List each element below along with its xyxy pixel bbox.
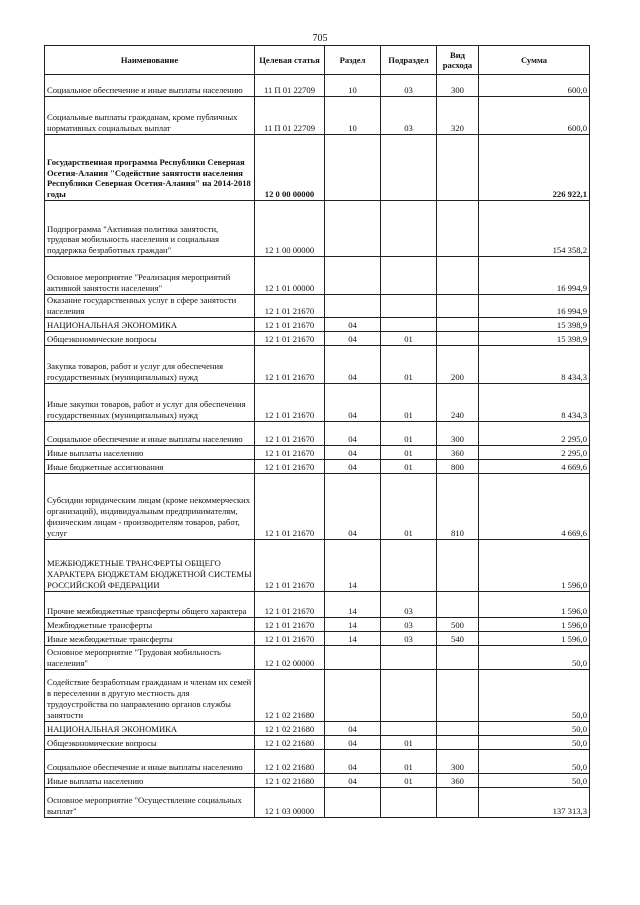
- cell-name: Закупка товаров, работ и услуг для обеспечения государственных (муниципальных) нужд: [45, 345, 255, 383]
- cell-subsection: [381, 787, 437, 817]
- table-row: [45, 459, 590, 473]
- cell-target-article: 12 1 02 21680: [255, 773, 325, 787]
- cell-sum: 600,0: [479, 97, 590, 135]
- cell-name: НАЦИОНАЛЬНАЯ ЭКОНОМИКА: [45, 317, 255, 331]
- cell-subsection: 03: [381, 97, 437, 135]
- cell-target-article: 12 1 02 21680: [255, 735, 325, 749]
- cell-sum: 50,0: [479, 669, 590, 721]
- table-row: [45, 787, 590, 817]
- cell-name: Социальное обеспечение и иные выплаты населению: [45, 749, 255, 773]
- cell-name: Основное мероприятие "Реализация мероприятий активной занятости населения": [45, 257, 255, 295]
- cell-sum: 50,0: [479, 749, 590, 773]
- cell-sum: 15 398,9: [479, 331, 590, 345]
- cell-subsection: [381, 317, 437, 331]
- cell-subsection: [381, 539, 437, 591]
- cell-subsection: [381, 135, 437, 201]
- cell-sum: 50,0: [479, 773, 590, 787]
- cell-sum: 4 669,6: [479, 459, 590, 473]
- header-row: [45, 46, 590, 75]
- cell-expense-type: [437, 539, 479, 591]
- cell-section: [325, 787, 381, 817]
- cell-subsection: 01: [381, 749, 437, 773]
- cell-section: 04: [325, 445, 381, 459]
- cell-target-article: 12 1 01 21670: [255, 539, 325, 591]
- table-row: [45, 631, 590, 645]
- cell-subsection: [381, 201, 437, 257]
- table-row: [45, 445, 590, 459]
- cell-section: 04: [325, 749, 381, 773]
- cell-expense-type: 800: [437, 459, 479, 473]
- table-row: [45, 735, 590, 749]
- cell-target-article: 12 1 02 00000: [255, 645, 325, 669]
- cell-subsection: 01: [381, 473, 437, 539]
- cell-name: Социальное обеспечение и иные выплаты населению: [45, 421, 255, 445]
- cell-section: 10: [325, 97, 381, 135]
- cell-name: Иные закупки товаров, работ и услуг для обеспечения государственных (муниципальных) нужд: [45, 383, 255, 421]
- cell-section: 04: [325, 459, 381, 473]
- cell-section: [325, 645, 381, 669]
- cell-target-article: 12 1 00 00000: [255, 201, 325, 257]
- cell-sum: 2 295,0: [479, 421, 590, 445]
- cell-expense-type: [437, 721, 479, 735]
- cell-name: Содействие безработным гражданам и членам их семей в переселении в другую местность для трудоустройства по направлению органов службы занятости: [45, 669, 255, 721]
- cell-target-article: 12 1 01 21670: [255, 591, 325, 617]
- table-row: [45, 473, 590, 539]
- table-row: [45, 773, 590, 787]
- cell-name: Государственная программа Республики Северная Осетия-Алания "Содействие занятости населения Республики Северная Осетия-Алания" на 2014-2018 годы: [45, 135, 255, 201]
- table-row: [45, 421, 590, 445]
- cell-subsection: 03: [381, 591, 437, 617]
- cell-sum: 50,0: [479, 735, 590, 749]
- cell-section: 04: [325, 735, 381, 749]
- table-row: [45, 345, 590, 383]
- cell-target-article: 12 1 03 00000: [255, 787, 325, 817]
- cell-expense-type: 500: [437, 617, 479, 631]
- cell-expense-type: [437, 317, 479, 331]
- cell-target-article: 12 0 00 00000: [255, 135, 325, 201]
- cell-subsection: 01: [381, 773, 437, 787]
- cell-section: [325, 257, 381, 295]
- cell-section: [325, 201, 381, 257]
- cell-subsection: 03: [381, 631, 437, 645]
- cell-expense-type: 240: [437, 383, 479, 421]
- cell-name: Оказание государственных услуг в сфере занятости населения: [45, 295, 255, 318]
- cell-expense-type: [437, 669, 479, 721]
- cell-expense-type: [437, 201, 479, 257]
- cell-target-article: 12 1 01 21670: [255, 631, 325, 645]
- table-body: [45, 75, 590, 818]
- table-row: [45, 617, 590, 631]
- cell-expense-type: [437, 645, 479, 669]
- cell-sum: 154 358,2: [479, 201, 590, 257]
- cell-section: 04: [325, 773, 381, 787]
- cell-section: [325, 135, 381, 201]
- cell-target-article: 12 1 01 21670: [255, 445, 325, 459]
- cell-section: 04: [325, 421, 381, 445]
- cell-section: 04: [325, 721, 381, 735]
- cell-section: 14: [325, 631, 381, 645]
- cell-name: Иные выплаты населению: [45, 773, 255, 787]
- cell-expense-type: [437, 591, 479, 617]
- cell-subsection: 01: [381, 459, 437, 473]
- cell-section: [325, 295, 381, 318]
- cell-expense-type: [437, 787, 479, 817]
- cell-name: Иные выплаты населению: [45, 445, 255, 459]
- cell-sum: 137 313,3: [479, 787, 590, 817]
- cell-subsection: 03: [381, 617, 437, 631]
- cell-name: Межбюджетные трансферты: [45, 617, 255, 631]
- cell-subsection: 01: [381, 421, 437, 445]
- cell-sum: 16 994,9: [479, 295, 590, 318]
- cell-expense-type: 540: [437, 631, 479, 645]
- cell-expense-type: 810: [437, 473, 479, 539]
- cell-name: Иные бюджетные ассигнования: [45, 459, 255, 473]
- cell-subsection: 03: [381, 75, 437, 97]
- header-section: Раздел: [325, 46, 381, 75]
- page-number: 705: [312, 33, 328, 44]
- cell-section: 04: [325, 331, 381, 345]
- cell-expense-type: 200: [437, 345, 479, 383]
- cell-name: Основное мероприятие "Трудовая мобильность населения": [45, 645, 255, 669]
- cell-sum: 1 596,0: [479, 617, 590, 631]
- table-row: [45, 749, 590, 773]
- cell-name: Общеэкономические вопросы: [45, 735, 255, 749]
- cell-section: 14: [325, 539, 381, 591]
- cell-expense-type: 360: [437, 773, 479, 787]
- table-row: [45, 645, 590, 669]
- cell-target-article: 12 1 02 21680: [255, 749, 325, 773]
- cell-section: 04: [325, 345, 381, 383]
- header-sum: Сумма: [479, 46, 590, 75]
- cell-target-article: 12 1 01 21670: [255, 459, 325, 473]
- header-subsection: Подраздел: [381, 46, 437, 75]
- cell-expense-type: 300: [437, 421, 479, 445]
- table-row: [45, 331, 590, 345]
- cell-target-article: 12 1 02 21680: [255, 669, 325, 721]
- cell-target-article: 12 1 01 21670: [255, 383, 325, 421]
- cell-sum: 50,0: [479, 721, 590, 735]
- cell-sum: 226 922,1: [479, 135, 590, 201]
- cell-subsection: [381, 645, 437, 669]
- cell-sum: 4 669,6: [479, 473, 590, 539]
- table-row: [45, 669, 590, 721]
- cell-subsection: 01: [381, 445, 437, 459]
- budget-table: [44, 45, 590, 818]
- table-row: [45, 591, 590, 617]
- cell-expense-type: 320: [437, 97, 479, 135]
- cell-sum: 2 295,0: [479, 445, 590, 459]
- cell-subsection: [381, 669, 437, 721]
- cell-expense-type: [437, 135, 479, 201]
- cell-section: 14: [325, 591, 381, 617]
- cell-name: Общеэкономические вопросы: [45, 331, 255, 345]
- cell-target-article: 12 1 01 21670: [255, 617, 325, 631]
- cell-name: Подпрограмма "Активная политика занятости, трудовая мобильность населения и социальная поддержка безработных граждан": [45, 201, 255, 257]
- table-row: [45, 539, 590, 591]
- cell-section: 14: [325, 617, 381, 631]
- cell-name: НАЦИОНАЛЬНАЯ ЭКОНОМИКА: [45, 721, 255, 735]
- cell-target-article: 12 1 01 21670: [255, 473, 325, 539]
- table-row: [45, 257, 590, 295]
- cell-section: 10: [325, 75, 381, 97]
- cell-subsection: 01: [381, 735, 437, 749]
- cell-expense-type: [437, 295, 479, 318]
- cell-expense-type: 300: [437, 75, 479, 97]
- header-target-article: Целевая статья: [255, 46, 325, 75]
- cell-expense-type: [437, 735, 479, 749]
- cell-name: Социальное обеспечение и иные выплаты населению: [45, 75, 255, 97]
- cell-name: Прочие межбюджетные трансферты общего характера: [45, 591, 255, 617]
- cell-target-article: 12 1 01 21670: [255, 345, 325, 383]
- cell-target-article: 12 1 02 21680: [255, 721, 325, 735]
- cell-target-article: 12 1 01 21670: [255, 421, 325, 445]
- cell-sum: 1 596,0: [479, 539, 590, 591]
- cell-target-article: 12 1 01 21670: [255, 317, 325, 331]
- cell-subsection: 01: [381, 383, 437, 421]
- cell-expense-type: 360: [437, 445, 479, 459]
- cell-section: [325, 669, 381, 721]
- table-row: [45, 97, 590, 135]
- cell-sum: 8 434,3: [479, 345, 590, 383]
- cell-section: 04: [325, 383, 381, 421]
- cell-subsection: [381, 721, 437, 735]
- cell-target-article: 12 1 01 00000: [255, 257, 325, 295]
- cell-name: Основное мероприятие "Осуществление социальных выплат": [45, 787, 255, 817]
- cell-sum: 1 596,0: [479, 631, 590, 645]
- cell-sum: 15 398,9: [479, 317, 590, 331]
- cell-section: 04: [325, 473, 381, 539]
- cell-target-article: 12 1 01 21670: [255, 331, 325, 345]
- cell-subsection: 01: [381, 331, 437, 345]
- cell-subsection: 01: [381, 345, 437, 383]
- table-row: [45, 75, 590, 97]
- cell-name: Иные межбюджетные трансферты: [45, 631, 255, 645]
- table-row: [45, 201, 590, 257]
- cell-name: Социальные выплаты гражданам, кроме публичных нормативных социальных выплат: [45, 97, 255, 135]
- cell-target-article: 11 П 01 22709: [255, 75, 325, 97]
- cell-sum: 16 994,9: [479, 257, 590, 295]
- header-expense-type: Вид расхода: [437, 46, 479, 75]
- cell-name: Субсидии юридическим лицам (кроме некоммерческих организаций), индивидуальным предпринимателям, физическим лицам - производителям товаров, работ, услуг: [45, 473, 255, 539]
- cell-name: МЕЖБЮДЖЕТНЫЕ ТРАНСФЕРТЫ ОБЩЕГО ХАРАКТЕРА БЮДЖЕТАМ БЮДЖЕТНОЙ СИСТЕМЫ РОССИЙСКОЙ ФЕДЕРАЦИИ: [45, 539, 255, 591]
- cell-subsection: [381, 295, 437, 318]
- cell-sum: 8 434,3: [479, 383, 590, 421]
- cell-expense-type: [437, 331, 479, 345]
- table-row: [45, 317, 590, 331]
- cell-sum: 600,0: [479, 75, 590, 97]
- cell-target-article: 12 1 01 21670: [255, 295, 325, 318]
- table-header: [45, 46, 590, 75]
- table-row: [45, 295, 590, 318]
- header-name: Наименование: [45, 46, 255, 75]
- table-row: [45, 721, 590, 735]
- cell-sum: 50,0: [479, 645, 590, 669]
- cell-expense-type: 300: [437, 749, 479, 773]
- cell-sum: 1 596,0: [479, 591, 590, 617]
- table-row: [45, 383, 590, 421]
- cell-expense-type: [437, 257, 479, 295]
- cell-subsection: [381, 257, 437, 295]
- cell-section: 04: [325, 317, 381, 331]
- table-row: [45, 135, 590, 201]
- cell-target-article: 11 П 01 22709: [255, 97, 325, 135]
